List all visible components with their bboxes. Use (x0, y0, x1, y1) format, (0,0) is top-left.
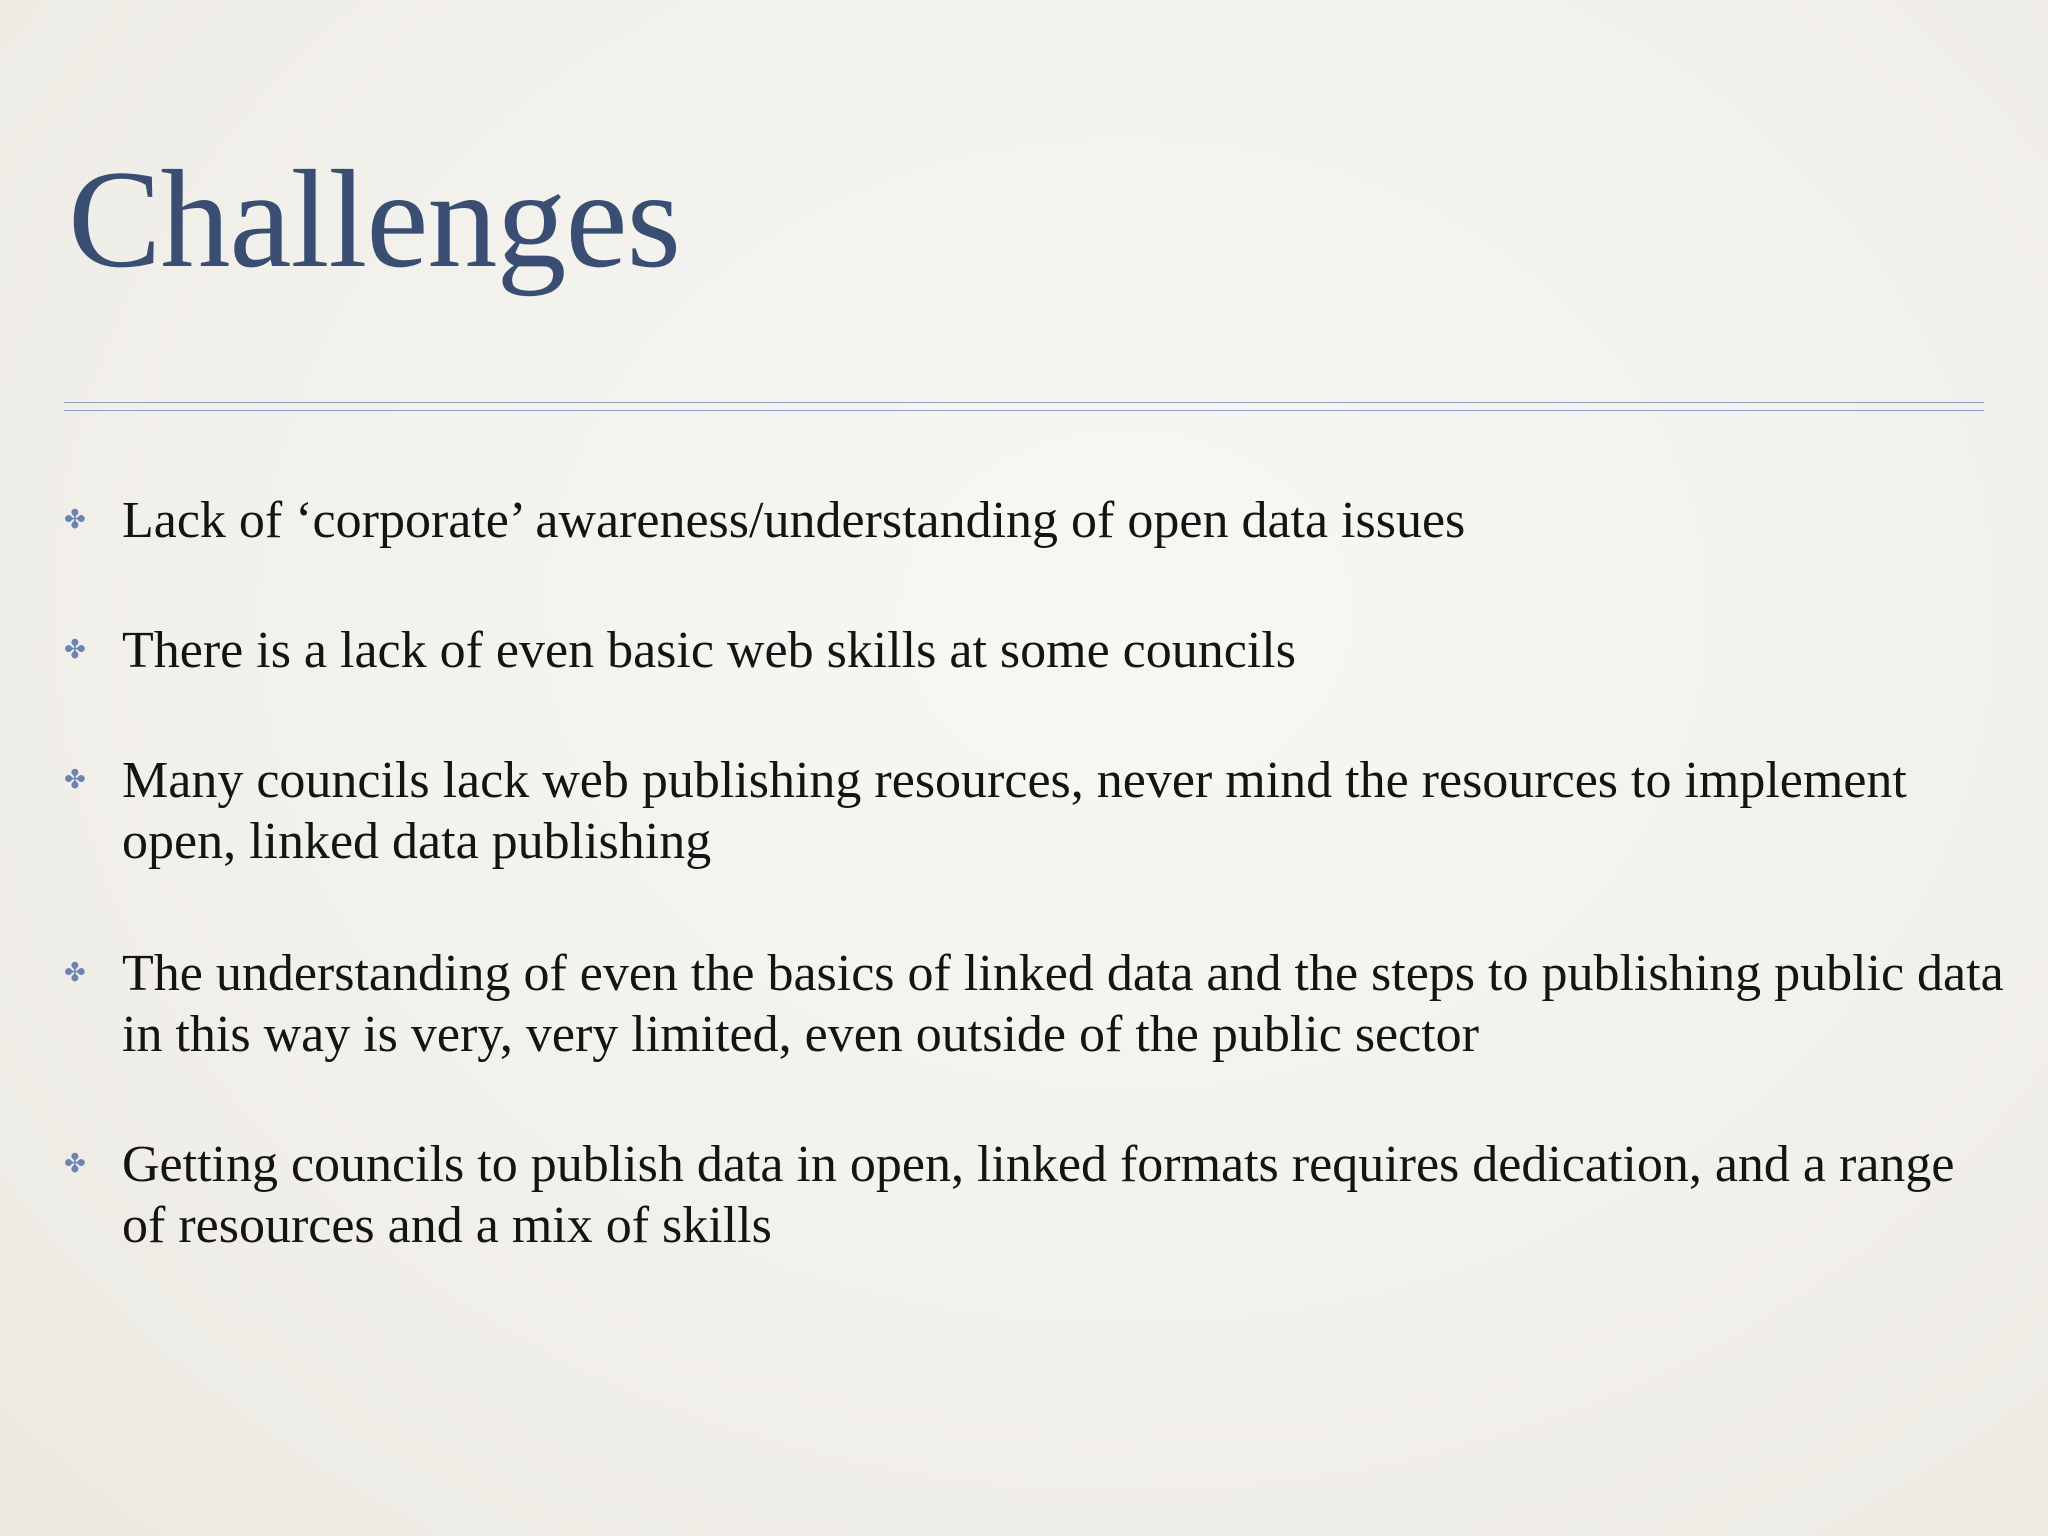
bullet-text: Getting councils to publish data in open, linked formats requires dedication, and a range of resources and a mix of skills (122, 1136, 1955, 1254)
asterisk-bullet-icon: ✤ (64, 765, 86, 795)
bullet-item (64, 620, 2004, 681)
slide-title: Challenges (68, 142, 681, 297)
asterisk-bullet-icon: ✤ (64, 1149, 86, 1179)
bullet-text: Many councils lack web publishing resources, never mind the resources to implement open, linked data publishing (122, 752, 1907, 870)
bullet-text: The understanding of even the basics of linked data and the steps to publishing public data in this way is very, very limited, even outside of the public sector (122, 945, 2004, 1063)
bullet-text: Lack of ‘corporate’ awareness/understanding of open data issues (122, 492, 1466, 549)
bullet-text: There is a lack of even basic web skills at some councils (122, 622, 1296, 679)
bullet-item (64, 490, 2004, 551)
asterisk-bullet-icon: ✤ (64, 505, 86, 535)
bullet-item (64, 750, 2004, 872)
asterisk-bullet-icon: ✤ (64, 958, 86, 988)
asterisk-bullet-icon: ✤ (64, 635, 86, 665)
bullet-item (64, 1134, 2004, 1256)
bullet-item (64, 943, 2004, 1065)
